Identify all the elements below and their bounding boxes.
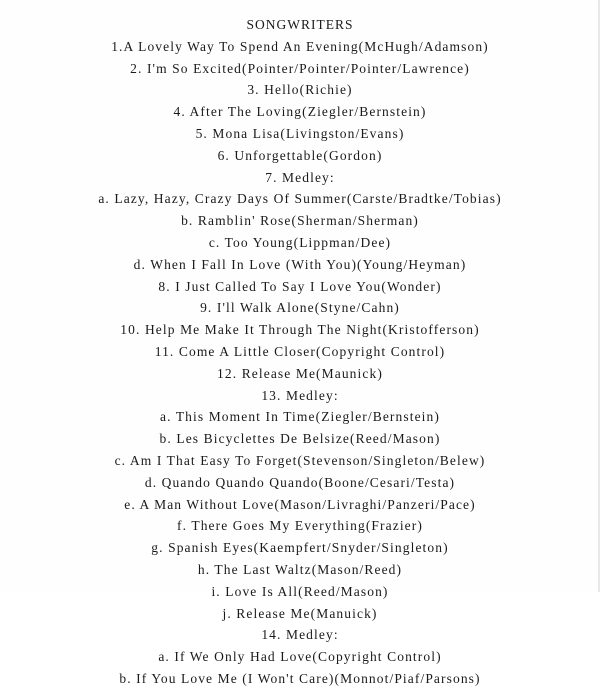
credit-line: c. Am I That Easy To Forget(Stevenson/Singleton/Belew) xyxy=(114,452,486,468)
credit-line: 9. I'll Walk Alone(Styne/Cahn) xyxy=(200,300,400,316)
credit-line: d. When I Fall In Love (With You)(Young/Heyman) xyxy=(133,256,467,272)
credit-line: 7. Medley: xyxy=(265,169,335,185)
heading: SONGWRITERS xyxy=(246,17,354,32)
credit-line: 14. Medley: xyxy=(261,627,339,643)
credit-line: j. Release Me(Manuick) xyxy=(222,605,378,621)
credit-line: 10. Help Me Make It Through The Night(Kristofferson) xyxy=(120,322,480,338)
credit-line: e. A Man Without Love(Mason/Livraghi/Panzeri/Pace) xyxy=(124,496,476,512)
credit-line: 4. After The Loving(Ziegler/Bernstein) xyxy=(173,104,427,120)
credit-line: h. The Last Waltz(Mason/Reed) xyxy=(197,561,403,577)
credit-line: 12. Release Me(Maunick) xyxy=(217,365,383,381)
credit-line: a. This Moment In Time(Ziegler/Bernstein) xyxy=(160,409,440,425)
credit-line: 11. Come A Little Closer(Copyright Control) xyxy=(154,343,446,359)
credit-line: a. Lazy, Hazy, Crazy Days Of Summer(Carste/Bradtke/Tobias) xyxy=(98,191,502,207)
credit-line: 6. Unforgettable(Gordon) xyxy=(217,147,383,163)
credit-line: 2. I'm So Excited(Pointer/Pointer/Pointer/Lawrence) xyxy=(130,60,470,76)
credit-line: 5. Mona Lisa(Livingston/Evans) xyxy=(195,125,405,141)
credit-line: g. Spanish Eyes(Kaempfert/Snyder/Singleton) xyxy=(151,540,449,556)
credit-line: 8. I Just Called To Say I Love You(Wonder) xyxy=(158,278,442,294)
credit-line: f. There Goes My Everything(Frazier) xyxy=(177,518,423,534)
credit-line: 1.A Lovely Way To Spend An Evening(McHugh/Adamson) xyxy=(111,38,489,54)
credit-line: b. Ramblin' Rose(Sherman/Sherman) xyxy=(181,213,419,229)
credit-line: d. Quando Quando Quando(Boone/Cesari/Testa) xyxy=(144,474,456,490)
credit-line: 13. Medley: xyxy=(261,387,339,403)
songwriter-credits xyxy=(0,14,600,690)
credit-line: 3. Hello(Richie) xyxy=(247,82,353,98)
credit-line: a. If We Only Had Love(Copyright Control) xyxy=(158,649,442,665)
credit-line: i. Love Is All(Reed/Mason) xyxy=(211,583,389,599)
credit-line: c. Too Young(Lippman/Dee) xyxy=(208,234,392,250)
credit-line: b. Les Bicyclettes De Belsize(Reed/Mason) xyxy=(159,431,441,447)
credit-line: b. If You Love Me (I Won't Care)(Monnot/Piaf/Parsons) xyxy=(119,670,481,686)
